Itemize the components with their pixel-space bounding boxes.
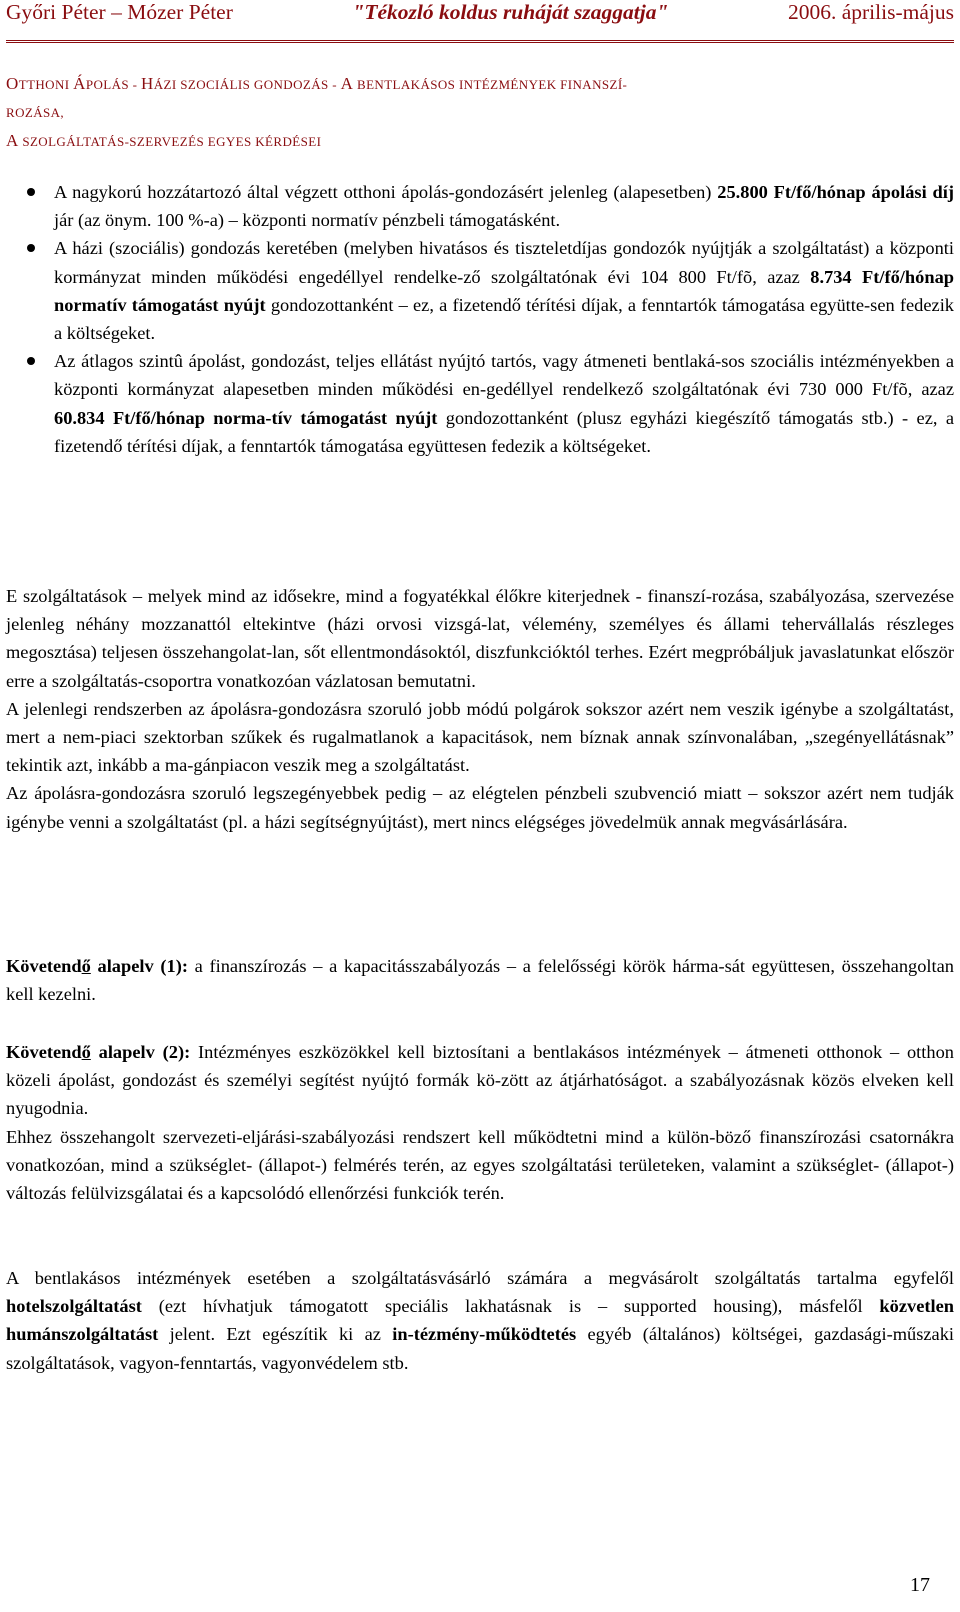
page-number: 17 [910, 1574, 930, 1596]
body-text-block-1 [6, 582, 954, 836]
header-title: "Tékozló koldus ruháját szaggatja" [352, 0, 669, 24]
header-date: 2006. április-május [787, 0, 954, 24]
section-title-line-2: ROZÁSA, [6, 105, 65, 120]
running-header [6, 0, 954, 43]
paragraph-current-system: A jelenlegi rendszerben az ápolásra-gondozásra szoruló jobb módú polgárok sokszor azért nem veszik igénybe a szolgáltatást, mert a nem-piaci szektorban szűkek és rugalmatlanok a kapacitások, nem bíznak annak színvonalában, „szegényellátásnak” tekintik azt, inkább a ma-gánpiacon veszik meg a szolgáltatást. [6, 698, 954, 776]
section-title-line-1: OTTHONI ÁPOLÁS - HÁZI SZOCIÁLIS GONDOZÁS - A BENTLAKÁSOS INTÉZMÉNYEK FINANSZÍ- [6, 74, 628, 93]
paragraph-services: E szolgáltatások – melyek mind az idősekre, mind a fogyatékkal élőkre kiterjednek - finanszí-rozása, szabályozása, szervezése jelenleg néhány mozzanattól eltekintve (házi orvosi vizsgá-lat, vélemény, személyes és állami tehervállalás részleges megosztása) teljesen összehangolat-lan, sőt ellentmondásoktól, diszfunkcióktól terhes. Ezért megpróbáljuk javaslatunkat először erre a szolgáltatás-csoportra vonatkozóan vázlatosan bemutatni. [6, 586, 954, 691]
bullet-item-residential-care: Az átlagos szintû ápolást, gondozást, teljes ellátást nyújtó tartós, vagy átmeneti bentlaká-sos szociális intézményekben a központi kormányzat alapesetben minden működési en-gedéllyel rendelkező szolgáltatónak évi 730 000 Ft/fõ, azaz 60.834 Ft/fő/hónap norma-tív támogatást nyújt gondozottanként (plusz egyházi kiegészítő támogatás stb.) - ez, a fizetendő térítési díjak, a fenntartók támogatása együttesen fedezik a költségeket. [6, 347, 954, 460]
bullet-icon [27, 188, 35, 196]
bullet-icon [27, 357, 35, 365]
section-title-line-3: A SZOLGÁLTATÁS-SZERVEZÉS EGYES KÉRDÉSEI [6, 131, 322, 150]
bullet-item-home-social-care: A házi (szociális) gondozás keretében (melyben hivatásos és tiszteletdíjas gondozók nyújtják a szolgáltatást) a központi kormányzat minden működési engedéllyel rendelke-ző szolgáltatónak évi 104 800 Ft/fõ, azaz 8.734 Ft/fő/hónap normatív támogatást nyújt gondozottanként – ez, a fizetendő térítési díjak, a fenntartók támogatása együtte-sen fedezik a költségeket. [6, 234, 954, 347]
principle-1: Követendő alapelv (1): a finanszírozás – a kapacitásszabályozás – a felelősségi körök hárma-sát együttesen, összehangoltan kell kezelni. [6, 956, 954, 1005]
paragraph-poorest: Az ápolásra-gondozásra szoruló legszegényebbek pedig – az elégtelen pénzbeli szubvenció miatt – sokszor azért nem tudják igénybe venni a szolgáltatást (pl. a házi segítségnyújtást), mert nincs elégséges jövedelmük annak megvásárlására. [6, 783, 954, 832]
paragraph-residential-institutions: A bentlakásos intézmények esetében a szolgáltatásvásárló számára a megvásárolt szolgáltatás tartalma egyfelől hotelszolgáltatást (ezt hívhatjuk támogatott speciális lakhatásnak is – supported housing), másfelől közvetlen humánszolgáltatást jelent. Ezt egészítik ki az in-tézmény-működtetés egyéb (általános) költségei, gazdasági-műszaki szolgáltatások, vagyon-fenntartás, vagyonvédelem stb. [6, 1268, 954, 1373]
bullet-list [6, 178, 954, 460]
header-authors: Győri Péter – Mózer Péter [6, 0, 233, 24]
paragraph-coordinated-system: Ehhez összehangolt szervezeti-eljárási-szabályozási rendszert kell működtetni mind a külön-böző finanszírozási csatornákra vonatkozóan, mind a szükséglet- (állapot-) felmérés terén, az egyes szolgáltatási területeken, valamint a szükséglet- (állapot-) változás felülvizsgálatai és a kapcsolódó ellenőrzési funkciók terén. [6, 1126, 954, 1204]
section-title [6, 70, 954, 156]
bullet-icon [27, 244, 35, 252]
bullet-item-home-care-allowance: A nagykorú hozzátartozó által végzett otthoni ápolás-gondozásért jelenleg (alapesetben) 25.800 Ft/fő/hónap ápolási díj jár (az önym. 100 %-a) – központi normatív pénzbeli támogatásként. [6, 178, 954, 234]
principle-2: Követendő alapelv (2): Intézményes eszközökkel kell biztosítani a bentlakásos intézmények – átmeneti otthonok – otthon közeli ápolást, gondozást és személyi segítést nyújtó formák kö-zött az átjárhatóságot. a szabályozásnak közös elveken kell nyugodnia. Ehhez összehangolt szervezeti-eljárási-szabályozási rendszert kell működtetni mind a külön-böző finanszírozási csatornákra vonatkozóan, mind a szükséglet- (állapot-) felmérés terén, az egyes szolgáltatási területeken, valamint a szükséglet- (állapot-) változás felülvizsgálatai és a kapcsolódó ellenőrzési funkciók terén. [6, 1038, 954, 1207]
